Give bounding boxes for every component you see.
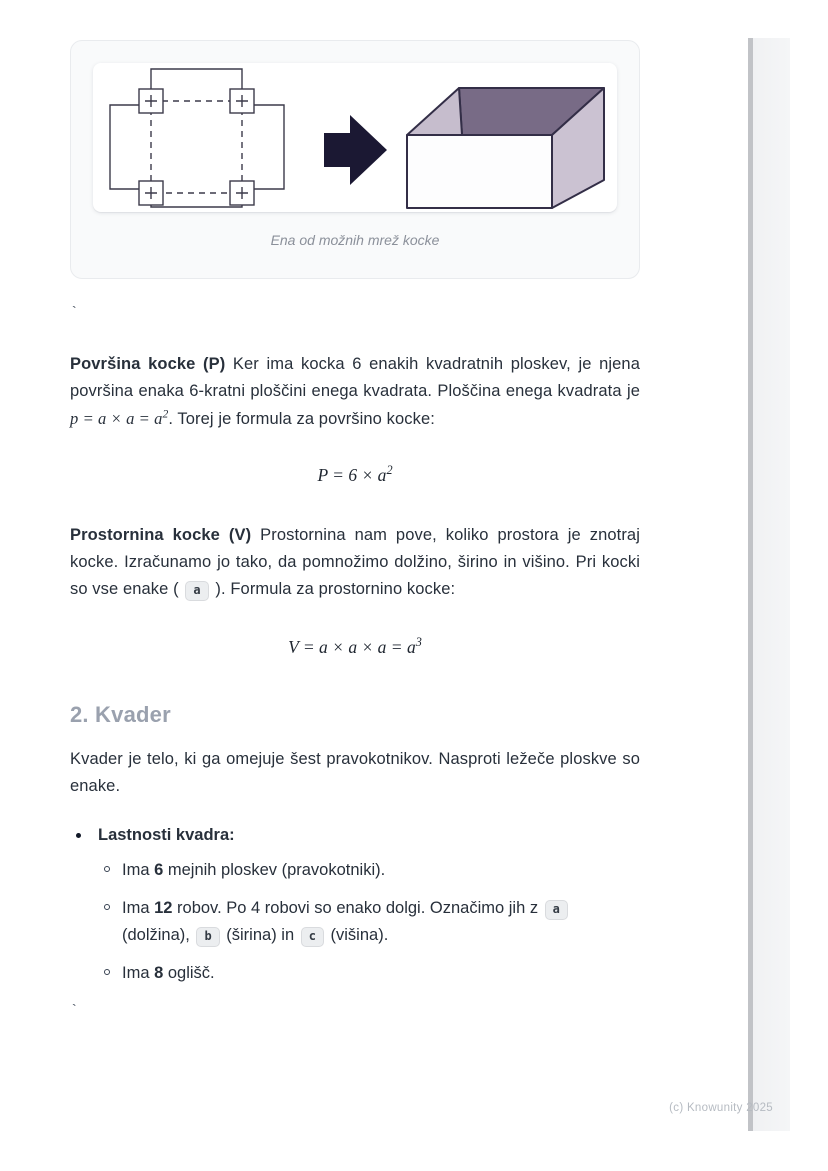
section-heading-kvader: 2. Kvader bbox=[70, 702, 171, 727]
list-item-text: (širina) in bbox=[221, 926, 299, 944]
formula-text: V = a × a × a = a bbox=[288, 637, 416, 657]
stray-backtick: ` bbox=[72, 1001, 77, 1017]
open-box-drawing bbox=[407, 88, 604, 208]
formula-surface-area bbox=[70, 465, 640, 486]
fold-tab-bottom-right bbox=[230, 181, 254, 205]
figure-caption: Ena od možnih mrež kocke bbox=[270, 232, 440, 248]
list-item-text: (dolžina), bbox=[122, 926, 195, 944]
inline-heading-povrsina: Površina kocke (P) bbox=[70, 355, 226, 373]
list-item-text: (višina). bbox=[325, 926, 389, 944]
code-chip-a: a bbox=[545, 900, 568, 920]
paragraph-text: . Torej je formula za površino kocke: bbox=[168, 410, 435, 428]
formula-volume bbox=[70, 637, 640, 658]
code-chip-b: b bbox=[196, 927, 219, 947]
inline-math-ploscina: p = a × a = a bbox=[70, 409, 163, 428]
document-page bbox=[70, 40, 640, 1017]
list-item-title: Lastnosti kvadra: bbox=[98, 826, 235, 844]
paragraph-text: ). Formula za prostornino kocke: bbox=[210, 580, 456, 598]
paragraph-prostornina-kocke bbox=[70, 522, 640, 603]
figure-image bbox=[93, 63, 617, 212]
arrow-right-icon bbox=[324, 115, 387, 185]
circle-bullet-icon bbox=[104, 904, 110, 910]
list-item-text: Ima bbox=[122, 861, 155, 879]
stray-backtick: ` bbox=[72, 303, 77, 319]
list-item-oglisca bbox=[104, 960, 640, 987]
highlighted-number: 6 bbox=[154, 861, 164, 879]
highlighted-number: 12 bbox=[154, 899, 173, 917]
list-item-text: mejnih ploskev (pravokotniki). bbox=[163, 861, 386, 879]
box-inner-left-face bbox=[407, 88, 462, 135]
circle-bullet-icon bbox=[104, 866, 110, 872]
formula-text: P = 6 × a bbox=[317, 465, 387, 485]
fold-tab-bottom-left bbox=[139, 181, 163, 205]
list-item-text: Ima bbox=[122, 964, 155, 982]
formula-exponent: 2 bbox=[386, 463, 393, 478]
bullet-icon bbox=[76, 833, 81, 838]
list-item-text: oglišč. bbox=[163, 964, 215, 982]
figure-card bbox=[70, 40, 640, 279]
properties-list bbox=[70, 822, 640, 987]
fold-tab-top-right bbox=[230, 89, 254, 113]
box-front-face bbox=[407, 135, 552, 208]
list-item-text: robov. Po 4 robovi so enako dolgi. Označimo jih z bbox=[172, 899, 543, 917]
next-page-edge bbox=[748, 38, 790, 1131]
paragraph-povrsina-kocke bbox=[70, 351, 640, 433]
code-chip-a: a bbox=[185, 581, 208, 601]
list-item-lastnosti bbox=[70, 822, 640, 987]
paragraph-text: Ker ima kocka 6 enakih kvadratnih ploskev, je njena površina enaka 6-kratni ploščini enega kvadrata. Ploščina enega kvadrata je bbox=[70, 355, 640, 400]
list-item-robovi bbox=[104, 895, 640, 949]
list-item-text: Ima bbox=[122, 899, 155, 917]
highlighted-number: 8 bbox=[154, 964, 164, 982]
inline-heading-prostornina: Prostornina kocke (V) bbox=[70, 526, 252, 544]
cube-net-to-box-illustration bbox=[93, 63, 617, 212]
copyright-notice: (c) Knowunity 2025 bbox=[669, 1102, 773, 1114]
inline-math-exponent: 2 bbox=[162, 408, 169, 421]
paragraph-kvader-intro: Kvader je telo, ki ga omejuje šest pravokotnikov. Nasproti ležeče ploskve so enake. bbox=[70, 750, 640, 795]
circle-bullet-icon bbox=[104, 969, 110, 975]
code-chip-c: c bbox=[301, 927, 324, 947]
paragraph-text: Prostornina nam pove, koliko prostora je znotraj kocke. Izračunamo jo tako, da pomnožimo dolžino, širino in višino. Pri kocki so vse enake ( bbox=[70, 526, 640, 598]
properties-sublist bbox=[104, 857, 640, 987]
fold-tab-top-left bbox=[139, 89, 163, 113]
list-item-ploskve bbox=[104, 857, 640, 884]
formula-exponent: 3 bbox=[415, 635, 422, 650]
cube-net-drawing bbox=[110, 69, 284, 207]
